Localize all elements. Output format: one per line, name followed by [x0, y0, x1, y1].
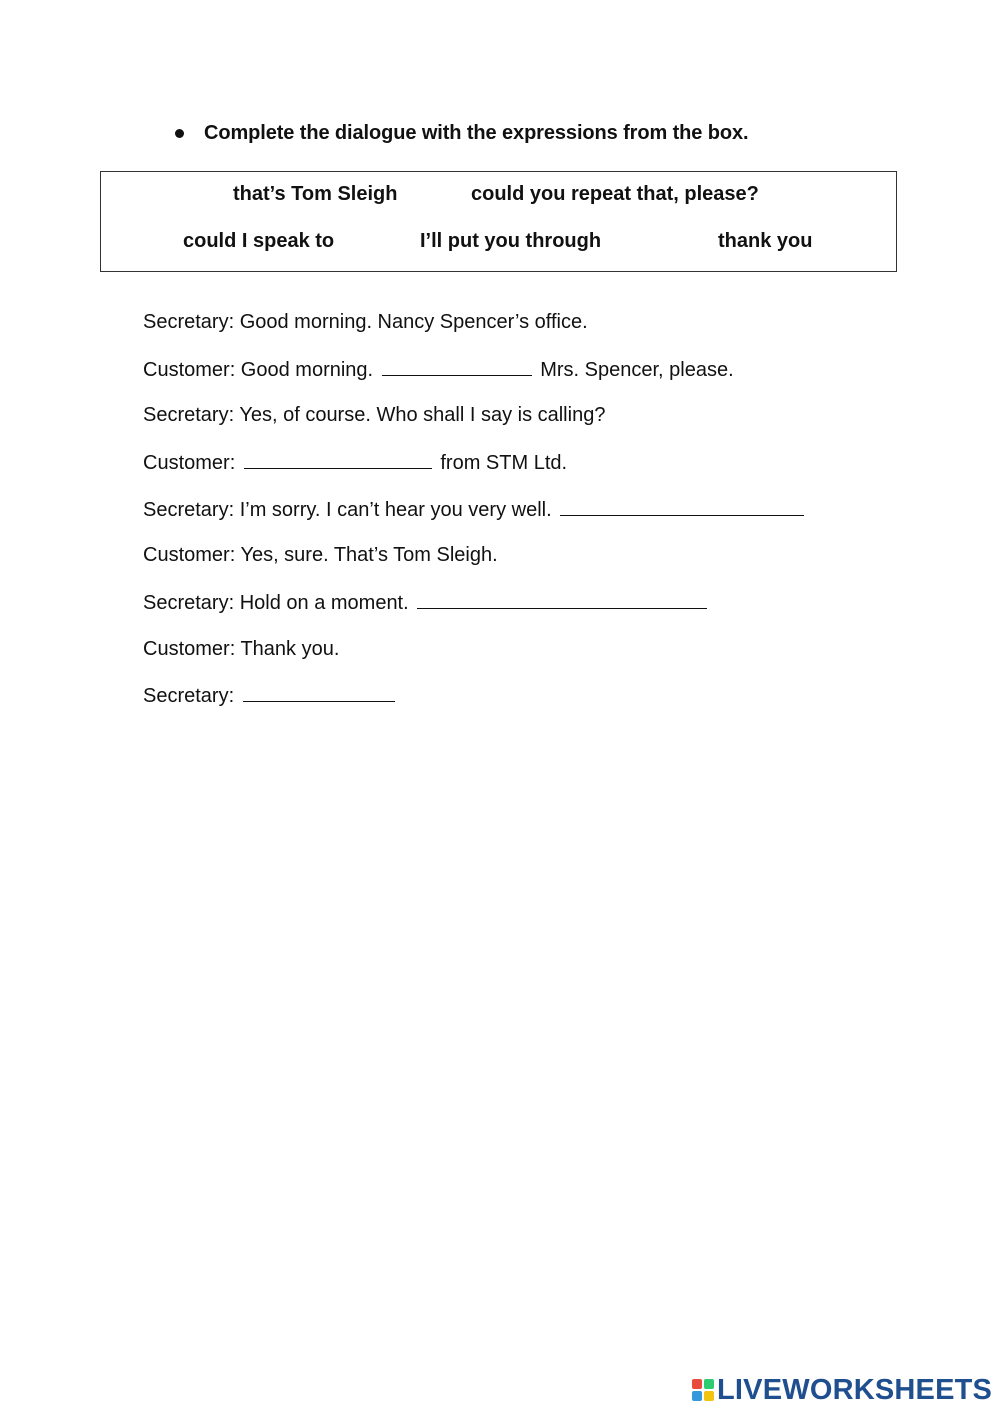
- dialogue-line: [143, 543, 498, 567]
- logo-squares-icon: [692, 1379, 714, 1401]
- word-box-item: that’s Tom Sleigh: [233, 183, 398, 205]
- dialogue-text: Secretary: Good morning. Nancy Spencer’s office.: [143, 311, 588, 333]
- dialogue-line: [143, 357, 734, 382]
- dialogue-line: [143, 590, 710, 615]
- dialogue-text: from STM Ltd.: [440, 452, 568, 474]
- dialogue-text: Secretary: Yes, of course. Who shall I say is calling?: [143, 404, 606, 426]
- dialogue-line: [143, 450, 567, 475]
- dialogue-line: [143, 683, 398, 708]
- word-box-item: I’ll put you through: [420, 230, 602, 252]
- answer-blank[interactable]: [382, 357, 532, 376]
- dialogue-text: Secretary: Hold on a moment.: [143, 592, 409, 614]
- dialogue-text: Customer:: [143, 452, 236, 474]
- logo-text: LIVEWORKSHEETS: [717, 1374, 993, 1406]
- answer-blank[interactable]: [244, 450, 432, 469]
- dialogue-line: [143, 403, 605, 427]
- word-box-item: could I speak to: [183, 230, 335, 252]
- answer-blank[interactable]: [243, 683, 395, 702]
- answer-blank[interactable]: [417, 590, 707, 609]
- dialogue-line: [143, 310, 588, 334]
- instruction: [175, 122, 748, 145]
- dialogue-text: Customer: Yes, sure. That’s Tom Sleigh.: [143, 544, 498, 566]
- dialogue-text: Customer: Thank you.: [143, 638, 340, 660]
- word-box-item: thank you: [718, 230, 813, 252]
- bullet-icon: [175, 129, 184, 138]
- dialogue-text: Secretary:: [143, 685, 235, 707]
- word-box-item: could you repeat that, please?: [471, 183, 759, 205]
- dialogue-line: [143, 497, 807, 522]
- dialogue-text: Secretary: I’m sorry. I can’t hear you very well.: [143, 499, 552, 521]
- liveworksheets-logo: [692, 1374, 992, 1406]
- instruction-text: Complete the dialogue with the expressions from the box.: [204, 122, 749, 144]
- dialogue-text: Customer: Good morning.: [143, 359, 374, 381]
- answer-blank[interactable]: [560, 497, 804, 516]
- dialogue-text: Mrs. Spencer, please.: [540, 359, 734, 381]
- dialogue-line: [143, 637, 339, 661]
- word-box: [100, 171, 897, 272]
